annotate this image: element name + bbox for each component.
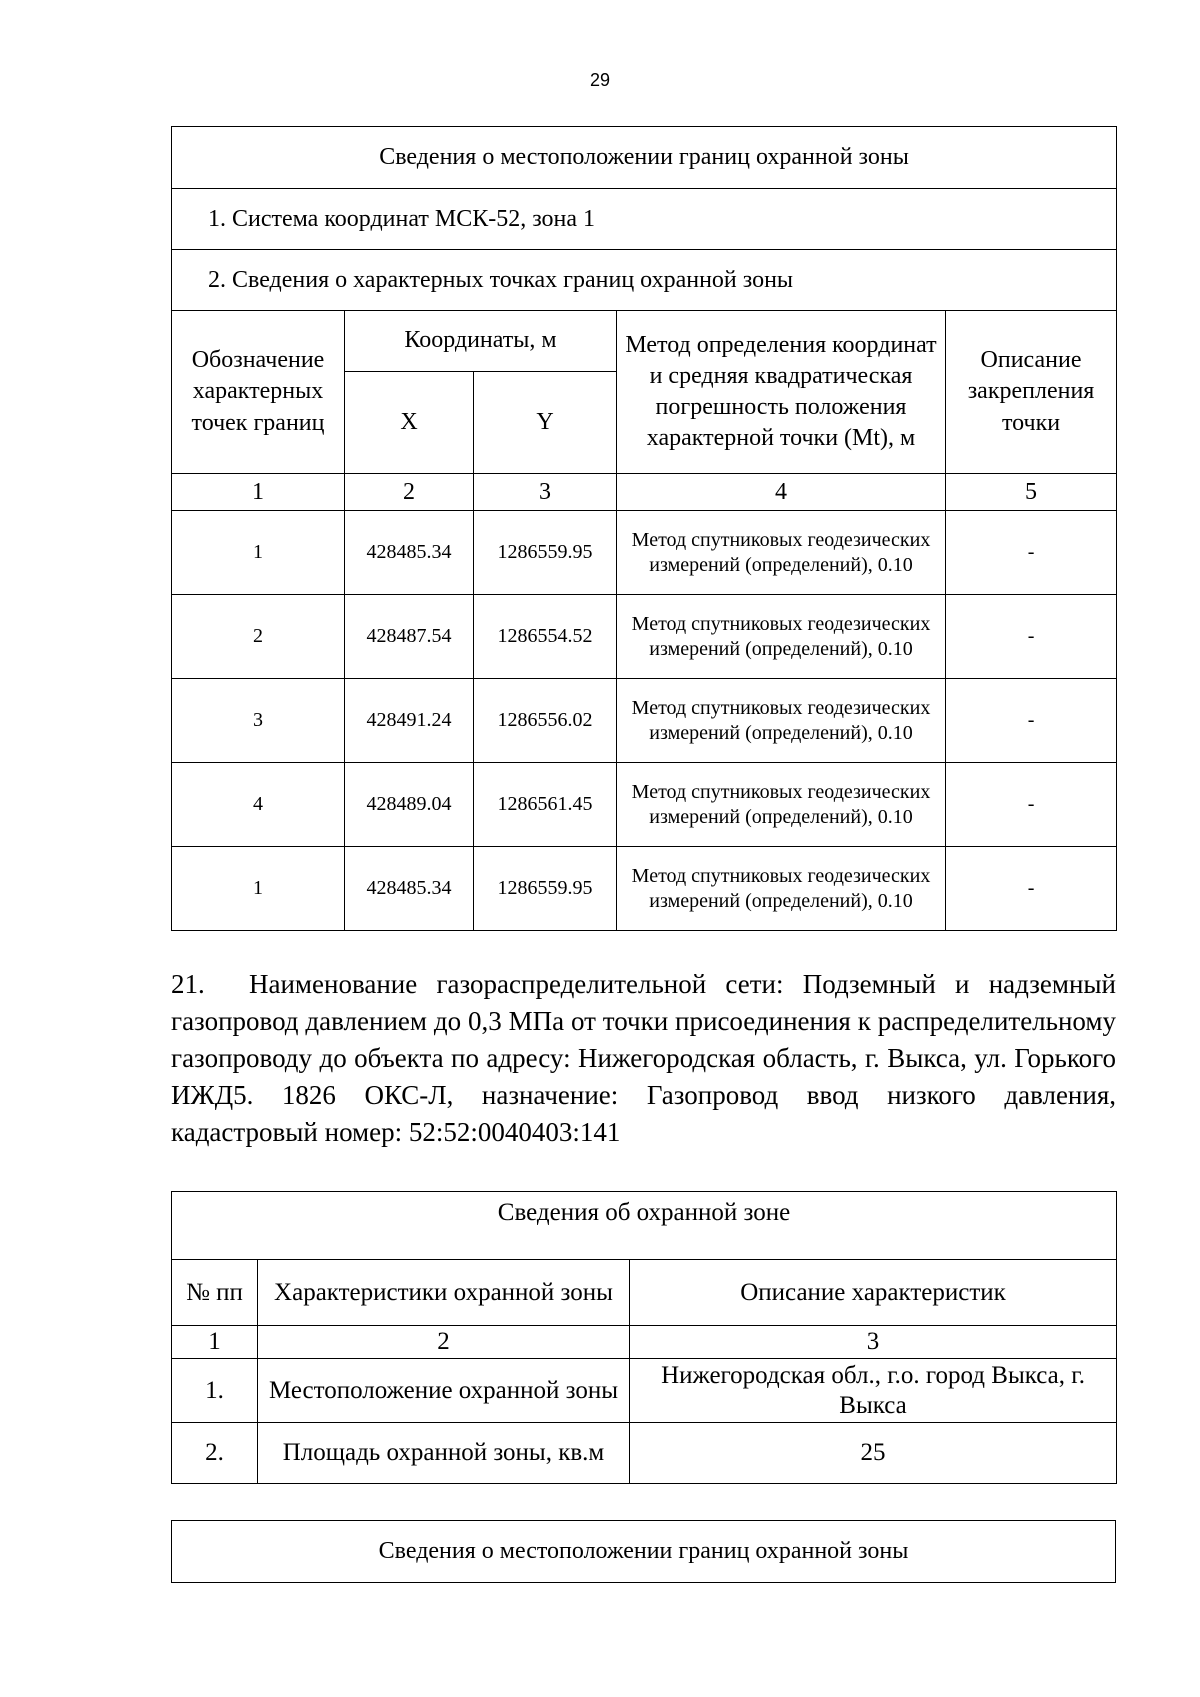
col-number: 2 xyxy=(258,1326,630,1359)
header-characteristic: Характеристики охранной зоны xyxy=(258,1260,630,1326)
col-number: 4 xyxy=(617,474,946,511)
row-num: 2. xyxy=(172,1423,258,1484)
method-cell: Метод спутниковых геодезических измерений (определений), 0.10 xyxy=(617,847,946,931)
boundary-points-table xyxy=(171,126,1117,931)
table-title: Сведения о местоположении границ охранной зоны xyxy=(172,1521,1116,1583)
coord-x: 428485.34 xyxy=(345,511,474,595)
header-num: № пп xyxy=(172,1260,258,1326)
point-id: 2 xyxy=(172,595,345,679)
coord-y: 1286561.45 xyxy=(474,763,617,847)
point-id: 3 xyxy=(172,679,345,763)
col-number: 2 xyxy=(345,474,474,511)
col-number: 3 xyxy=(630,1326,1117,1359)
paragraph-number: 21. xyxy=(171,969,205,999)
table-title: Сведения о местоположении границ охранной зоны xyxy=(172,127,1117,189)
point-id: 4 xyxy=(172,763,345,847)
paragraph-text: Наименование газораспределительной сети: Подземный и надземный газопровод давлением до 0,3 МПа от точки присоединения к распределительному газопроводу до объекта по адресу: Нижегородская область, г. Выкса, ул. Горького ИЖД5. 1826 ОКС-Л, назначение: Газопровод ввод низкого давления, кадастровый номер: 52:52:0040403:141 xyxy=(171,969,1116,1147)
table-row xyxy=(172,1359,1117,1423)
col-number: 3 xyxy=(474,474,617,511)
page-number: 29 xyxy=(589,70,611,90)
protection-zone-table xyxy=(171,1191,1117,1484)
col-number: 1 xyxy=(172,474,345,511)
characteristic-cell: Площадь охранной зоны, кв.м xyxy=(258,1423,630,1484)
point-id: 1 xyxy=(172,847,345,931)
table-row xyxy=(172,763,1117,847)
header-coords: Координаты, м xyxy=(345,311,617,372)
header-designation: Обозначение характерных точек границ xyxy=(172,311,345,474)
header-y: Y xyxy=(474,372,617,474)
coord-x: 428491.24 xyxy=(345,679,474,763)
coord-y: 1286556.02 xyxy=(474,679,617,763)
description-cell: - xyxy=(946,847,1117,931)
header-method: Метод определения координат и средняя квадратическая погрешность положения характерной точки (Mt), м xyxy=(617,311,946,474)
table-row xyxy=(172,679,1117,763)
points-title-row: 2. Сведения о характерных точках границ охранной зоны xyxy=(172,250,1117,311)
description-cell: Нижегородская обл., г.о. город Выкса, г. Выкса xyxy=(630,1359,1117,1423)
coord-x: 428487.54 xyxy=(345,595,474,679)
table-row xyxy=(172,847,1117,931)
table-row xyxy=(172,511,1117,595)
coord-x: 428489.04 xyxy=(345,763,474,847)
description-cell: - xyxy=(946,511,1117,595)
section-21-paragraph xyxy=(171,966,1116,1151)
header-description: Описание характеристик xyxy=(630,1260,1117,1326)
method-cell: Метод спутниковых геодезических измерений (определений), 0.10 xyxy=(617,595,946,679)
table-row xyxy=(172,1423,1117,1484)
col-number: 5 xyxy=(946,474,1117,511)
coord-x: 428485.34 xyxy=(345,847,474,931)
coord-system-row: 1. Система координат МСК-52, зона 1 xyxy=(172,189,1117,250)
boundary-location-table xyxy=(171,1520,1116,1583)
description-cell: - xyxy=(946,763,1117,847)
description-cell: - xyxy=(946,679,1117,763)
table-title: Сведения об охранной зоне xyxy=(172,1192,1117,1260)
table-row xyxy=(172,595,1117,679)
coord-y: 1286559.95 xyxy=(474,847,617,931)
header-x: X xyxy=(345,372,474,474)
point-id: 1 xyxy=(172,511,345,595)
coord-y: 1286554.52 xyxy=(474,595,617,679)
method-cell: Метод спутниковых геодезических измерений (определений), 0.10 xyxy=(617,763,946,847)
method-cell: Метод спутниковых геодезических измерений (определений), 0.10 xyxy=(617,511,946,595)
method-cell: Метод спутниковых геодезических измерений (определений), 0.10 xyxy=(617,679,946,763)
header-description: Описание закрепления точки xyxy=(946,311,1117,474)
characteristic-cell: Местоположение охранной зоны xyxy=(258,1359,630,1423)
description-cell: 25 xyxy=(630,1423,1117,1484)
description-cell: - xyxy=(946,595,1117,679)
row-num: 1. xyxy=(172,1359,258,1423)
col-number: 1 xyxy=(172,1326,258,1359)
coord-y: 1286559.95 xyxy=(474,511,617,595)
